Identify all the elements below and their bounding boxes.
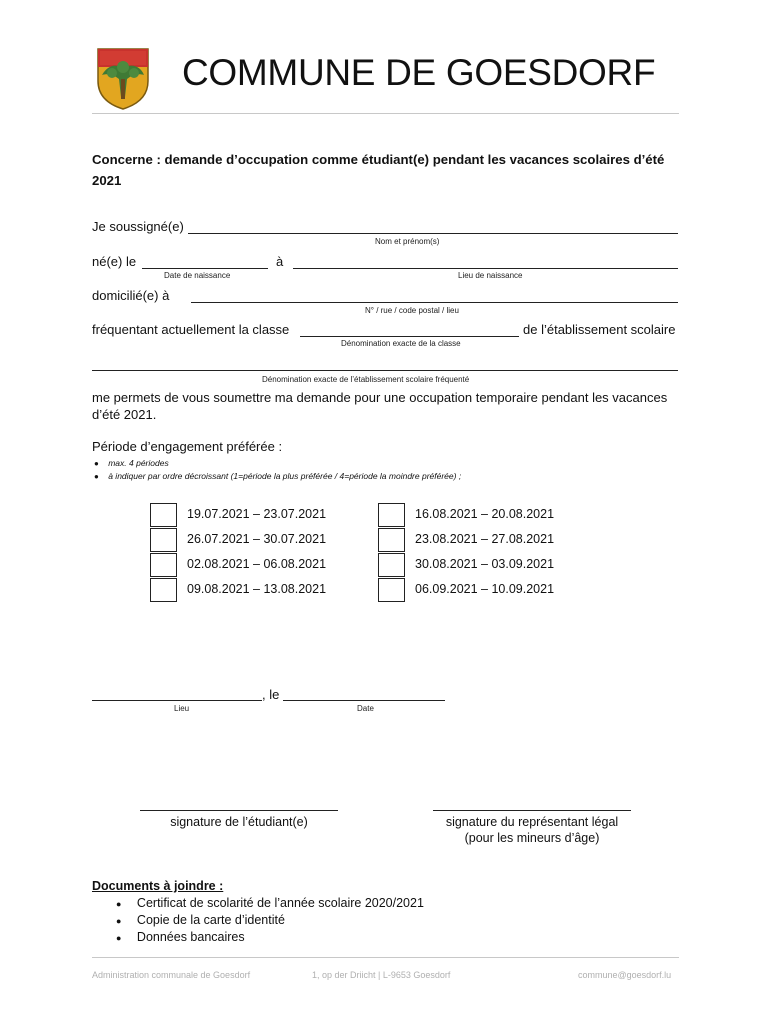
document-item-text: Certificat de scolarité de l’année scolaire 2020/2021 (136, 896, 424, 910)
period-checkbox[interactable] (378, 553, 405, 577)
periode-note-2 (94, 471, 461, 481)
period-label: 23.08.2021 – 27.08.2021 (415, 532, 555, 546)
period-label: 06.09.2021 – 10.09.2021 (415, 582, 555, 596)
date-field[interactable] (283, 700, 445, 701)
page-title: COMMUNE DE GOESDORF (182, 52, 656, 93)
footer-center: 1, op der Driicht | L-9653 Goesdorf (312, 970, 451, 980)
birth-place-caption: Lieu de naissance (458, 271, 523, 280)
period-label: 02.08.2021 – 06.08.2021 (187, 557, 327, 571)
lieu-caption: Lieu (174, 704, 190, 713)
period-checkbox[interactable] (378, 503, 405, 527)
period-checkbox[interactable] (150, 553, 177, 577)
frequentant-label: fréquentant actuellement la classe (92, 322, 290, 337)
class-field[interactable] (300, 336, 519, 337)
address-field[interactable] (191, 302, 678, 303)
period-label: 16.08.2021 – 20.08.2021 (415, 507, 555, 521)
class-caption: Dénomination exacte de la classe (341, 339, 461, 348)
domicilie-label: domicilié(e) à (92, 288, 170, 303)
school-caption: Dénomination exacte de l’établissement scolaire fréquenté (262, 375, 470, 384)
document-item-text: Données bancaires (136, 930, 245, 944)
period-checkbox[interactable] (378, 528, 405, 552)
legal-signature-field[interactable] (433, 810, 631, 811)
footer-left: Administration communale de Goesdorf (92, 970, 251, 980)
birth-date-field[interactable] (142, 268, 268, 269)
periode-note-text: max. 4 périodes (108, 458, 169, 468)
nee-label: né(e) le (92, 254, 137, 269)
period-checkbox[interactable] (150, 578, 177, 602)
bullet-icon: ● (116, 899, 122, 909)
period-checkbox[interactable] (150, 503, 177, 527)
student-signature-field[interactable] (140, 810, 338, 811)
subject-line: Concerne : demande d’occupation comme étudiant(e) pendant les vacances scolaires d’été 2021 (92, 152, 665, 188)
birth-date-caption: Date de naissance (164, 271, 231, 280)
period-checkbox[interactable] (378, 578, 405, 602)
etablissement-suffix: de l’établissement scolaire (523, 322, 676, 337)
periode-note-text: à indiquer par ordre décroissant (1=période la plus préférée / 4=période la moindre préférée) ; (108, 471, 462, 481)
documents-heading: Documents à joindre : (92, 879, 224, 893)
a-label: à (276, 254, 284, 269)
date-caption: Date (357, 704, 374, 713)
bullet-icon: ● (94, 472, 99, 481)
period-checkbox[interactable] (150, 528, 177, 552)
periode-note-1 (94, 458, 169, 468)
period-label: 09.08.2021 – 13.08.2021 (187, 582, 327, 596)
coat-of-arms-icon (94, 45, 152, 111)
document-item (116, 930, 245, 944)
footer-divider (92, 957, 679, 958)
document-item (116, 913, 285, 927)
birth-place-field[interactable] (293, 268, 678, 269)
legal-signature-label: signature du représentant légal (445, 815, 619, 829)
request-paragraph: me permets de vous soumettre ma demande pour une occupation temporaire pendant les vacances d’été 2021. (92, 390, 668, 422)
student-signature-label: signature de l’étudiant(e) (170, 815, 308, 829)
period-label: 19.07.2021 – 23.07.2021 (187, 507, 327, 521)
legal-signature-note: (pour les mineurs d’âge) (464, 831, 600, 845)
document-item-text: Copie de la carte d’identité (136, 913, 285, 927)
address-caption: N° / rue / code postal / lieu (365, 306, 459, 315)
school-field[interactable] (92, 370, 678, 371)
document-item (116, 896, 424, 910)
period-label: 26.07.2021 – 30.07.2021 (187, 532, 327, 546)
le-label: , le (262, 687, 280, 702)
period-label: 30.08.2021 – 03.09.2021 (415, 557, 555, 571)
soussigne-label: Je soussigné(e) (92, 219, 184, 234)
header-divider (92, 113, 679, 114)
bullet-icon: ● (94, 459, 99, 468)
bullet-icon: ● (116, 916, 122, 926)
footer-email[interactable]: commune@goesdorf.lu (578, 970, 672, 980)
lieu-field[interactable] (92, 700, 262, 701)
name-field[interactable] (188, 233, 678, 234)
bullet-icon: ● (116, 933, 122, 943)
name-caption: Nom et prénom(s) (375, 237, 440, 246)
periode-heading: Période d’engagement préférée : (92, 439, 283, 454)
